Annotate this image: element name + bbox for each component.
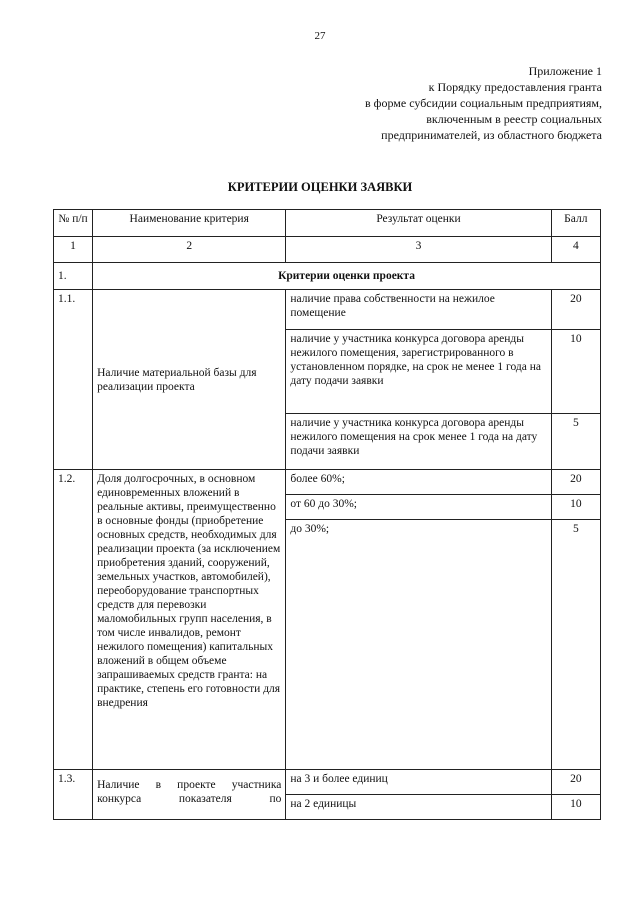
appendix-line: предпринимателей, из областного бюджета [381,128,602,142]
result-text: более 60%; [286,470,551,495]
result-text: наличие у участника конкурса договора аренды нежилого помещения, зарегистрированного в установленном порядке, на срок не менее 1 года на дату подачи заявки [286,330,551,414]
appendix-line: Приложение 1 [528,64,602,78]
score-value: 10 [551,330,600,414]
result-text: наличие права собственности на нежилое помещение [286,290,551,330]
header-score: Балл [551,210,600,237]
score-value: 5 [551,414,600,470]
score-value: 10 [551,795,600,820]
criterion-name [93,770,286,820]
column-numbers-row [54,237,601,263]
table-row [54,290,601,330]
criterion-number: 1.3. [54,770,93,820]
column-number: 1 [54,237,93,263]
table-row [54,770,601,795]
section-number: 1. [54,263,93,290]
column-number: 3 [286,237,551,263]
result-text: на 3 и более единиц [286,770,551,795]
header-criterion: Наименование критерия [93,210,286,237]
score-value: 5 [551,520,600,770]
appendix-line: к Порядку предоставления гранта [428,80,602,94]
criterion-name-line: Наличие в проекте участника [97,779,282,791]
result-text: от 60 до 30%; [286,495,551,520]
criterion-name-line: конкурса показателя по [97,793,282,805]
section-title: Критерии оценки проекта [93,263,601,290]
header-number: № п/п [54,210,93,237]
criterion-number: 1.2. [54,470,93,770]
score-value: 20 [551,470,600,495]
document-title: КРИТЕРИИ ОЦЕНКИ ЗАЯВКИ [227,180,413,194]
section-row [54,263,601,290]
score-value: 20 [551,770,600,795]
result-text: наличие у участника конкурса договора аренды нежилого помещения на срок менее 1 года на дату подачи заявки [286,414,551,470]
table-row [54,470,601,495]
header-result: Результат оценки [286,210,551,237]
score-value: 20 [551,290,600,330]
column-number: 2 [93,237,286,263]
page-number: 27 [314,30,326,42]
appendix-note [302,63,602,143]
appendix-line: включенным в реестр социальных [426,112,602,126]
criterion-number: 1.1. [54,290,93,470]
criterion-name: Наличие материальной базы для реализации проекта [93,290,286,470]
score-value: 10 [551,495,600,520]
appendix-line: в форме субсидии социальным предприятиям, [365,96,602,110]
criteria-table [53,209,601,820]
table-header-row [54,210,601,237]
result-text: до 30%; [286,520,551,770]
criterion-name: Доля долгосрочных, в основном единовременных вложений в реальные активы, преимущественно в основные фонды (приобретение основных средств, необходимых для реализации проекта (за исключением приобретения зданий, сооружений, земельных участков, автомобилей), переоборудование транспортных средств для перевозки маломобильных групп населения, в том числе инвалидов, ремонт нежилого помещения) капитальных вложений в общем объеме запрашиваемых средств гранта: на практике, степень его готовности для внедрения [93,470,286,770]
result-text: на 2 единицы [286,795,551,820]
column-number: 4 [551,237,600,263]
